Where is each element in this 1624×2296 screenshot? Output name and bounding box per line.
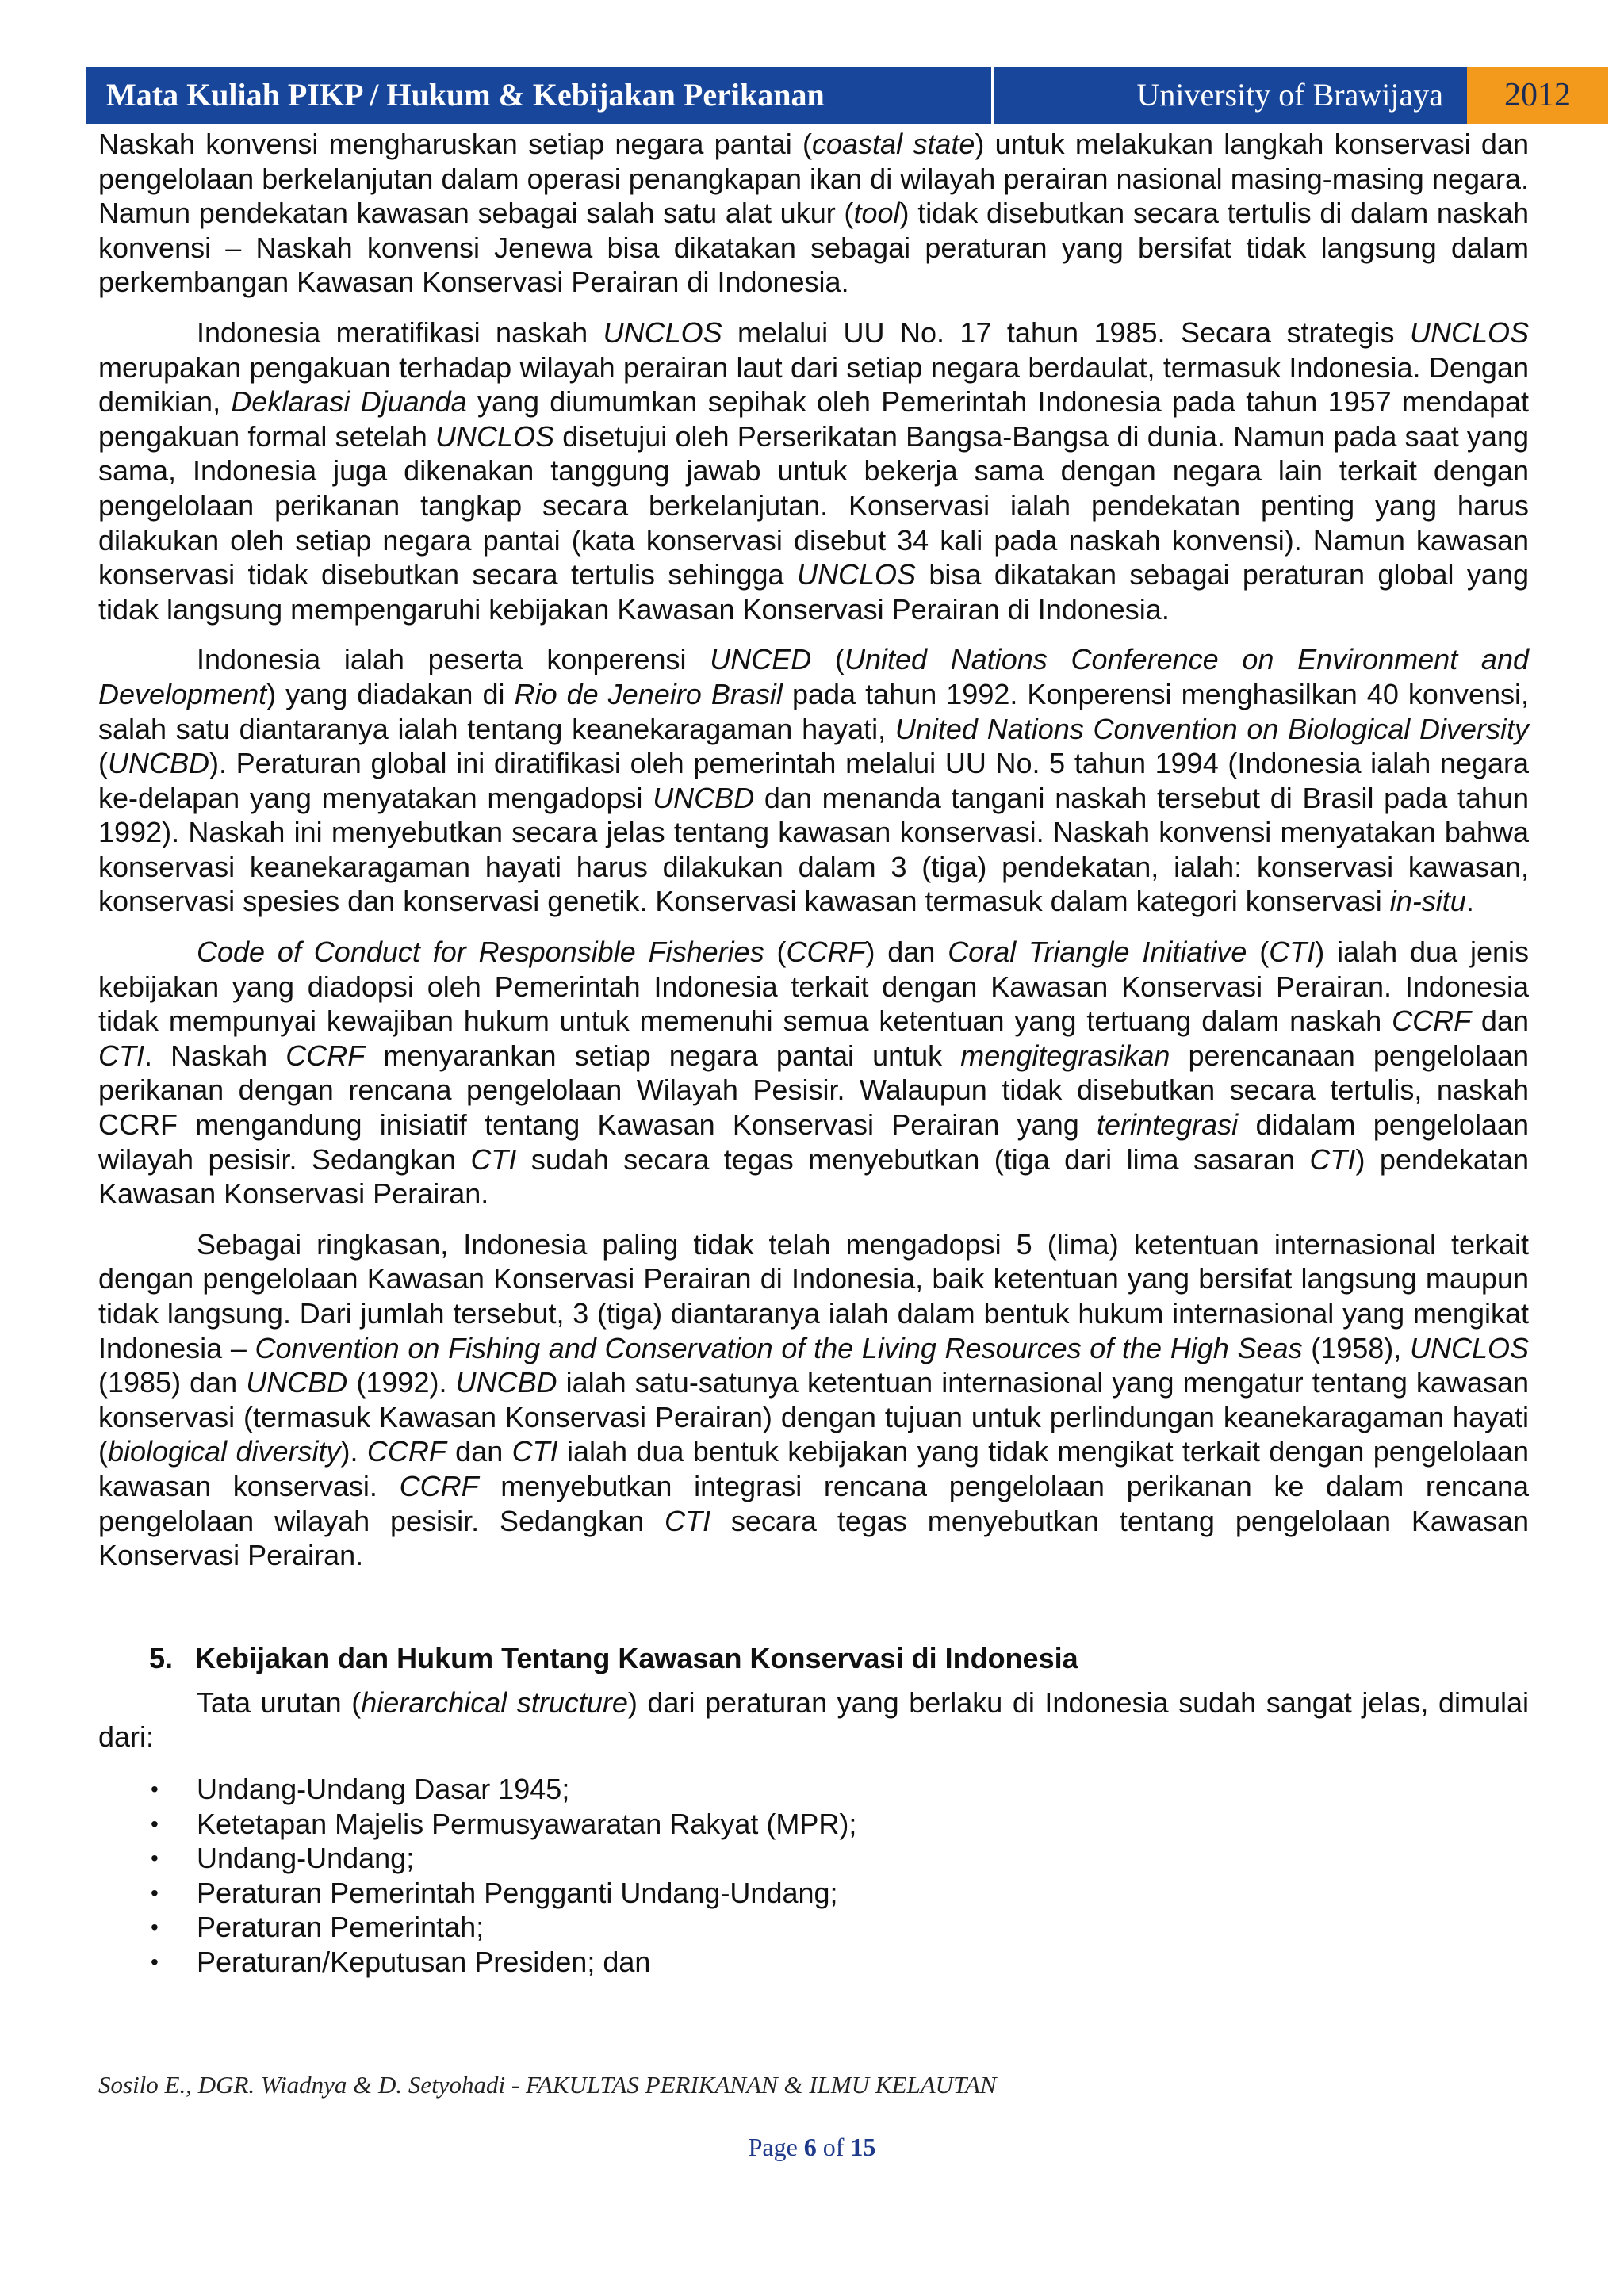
page-total: 15 — [850, 2133, 876, 2161]
list-item-text: Undang-Undang Dasar 1945; — [197, 1772, 570, 1805]
italic-term: in-situ — [1389, 885, 1466, 918]
text-run: disetujui oleh Perserikatan Bangsa-Bangsa di dunia. Namun pada saat yang sama, Indonesia juga dikenakan tanggung jawab untuk bekerja sama dengan negara lain terkait dengan pengelolaan perikanan tangkap secara berkelanjutan. Konservasi ialah pendekatan penting yang harus dilakukan oleh setiap negara pantai (kata konservasi disebut 34 kali pada naskah konvensi). Namun kawasan konservasi tidak disebutkan secara tertulis sehingga — [98, 419, 1529, 591]
italic-term: Coral Triangle Initiative — [948, 936, 1247, 969]
footer-authors: Sosilo E., DGR. Wiadnya & D. Setyohadi - FAKULTAS PERIKANAN & ILMU KELAUTAN — [98, 2071, 997, 2099]
text-run: . Naskah — [144, 1039, 286, 1072]
italic-term: CCRF — [1392, 1004, 1472, 1038]
italic-term: mengitegrasikan — [960, 1039, 1170, 1072]
list-item — [98, 1807, 1529, 1842]
text-run: merupakan pengakuan terhadap wilayah perairan laut dari setiap negara berdaulat, termasuk Indonesia. Dengan demikian, — [98, 350, 1529, 419]
text-run: Naskah konvensi mengharuskan setiap negara pantai ( — [98, 128, 813, 160]
bullet-icon: • — [151, 1880, 159, 1905]
section-number: 5. — [149, 1641, 174, 1674]
italic-term: UNCLOS — [603, 316, 722, 349]
section-paragraph — [98, 1686, 1529, 1755]
section-heading — [149, 1641, 1529, 1676]
italic-term: Code of Conduct for Responsible Fisheries — [197, 936, 764, 969]
text-run: sudah secara tegas menyebutkan (tiga dari lima sasaran — [516, 1142, 1310, 1176]
text-run: pada tahun 1992. Konperensi menghasilkan 40 konvensi, salah satu diantaranya ialah tentang keanekaragaman hayati, — [98, 677, 1530, 745]
italic-term: CCRF — [285, 1039, 366, 1072]
text-run: ( — [764, 936, 787, 969]
italic-term: CTI — [511, 1435, 558, 1468]
italic-term: Convention on Fishing and Conservation of the Living Resources of the High Seas — [255, 1331, 1303, 1364]
italic-term: biological diversity — [108, 1435, 341, 1468]
bullet-icon: • — [151, 1949, 159, 1974]
italic-term: United Nations Convention on Biological Diversity — [894, 712, 1529, 745]
text-run: ) pendekatan Kawasan Konservasi Perairan. — [98, 1142, 1529, 1211]
italic-term: Rio de Jeneiro Brasil — [514, 677, 783, 710]
page-header — [86, 67, 1571, 124]
italic-term: Deklarasi Djuanda — [231, 385, 467, 419]
text-run: dan — [446, 1435, 512, 1468]
italic-term: coastal state — [812, 128, 975, 160]
italic-term: CTI — [98, 1039, 144, 1072]
text-run: menyebutkan integrasi rencana pengelolaan perikanan ke dalam rencana pengelolaan wilayah pesisir. Sedangkan — [98, 1469, 1529, 1537]
bullet-icon: • — [151, 1846, 159, 1871]
italic-term: UNCBD — [108, 747, 210, 780]
bullet-icon: • — [151, 1811, 159, 1836]
paragraph — [98, 316, 1529, 626]
bullet-icon: • — [151, 1915, 159, 1940]
text-run: ) tidak disebutkan secara tertulis di dalam naskah konvensi – Naskah konvensi Jenewa bisa dikatakan sebagai peraturan yang bersifat tidak langsung dalam perkembangan Kawasan Konservasi Perairan di Indonesia. — [98, 197, 1529, 299]
list-item — [98, 1841, 1529, 1876]
text-run: ( — [811, 643, 845, 676]
text-run: didalam pengelolaan wilayah pesisir. Sedangkan — [98, 1108, 1530, 1176]
italic-term: hierarchical structure — [361, 1686, 628, 1719]
text-run: ( — [98, 747, 108, 780]
text-run: Indonesia ialah peserta konperensi — [197, 643, 710, 676]
text-run: ) yang diadakan di — [266, 677, 515, 710]
list-item-text: Ketetapan Majelis Permusyawaratan Rakyat (MPR); — [197, 1807, 857, 1840]
italic-term: CTI — [1269, 936, 1316, 969]
text-run: . — [1465, 885, 1474, 918]
course-title: Mata Kuliah PIKP / Hukum & Kebijakan Perikanan — [86, 67, 991, 124]
italic-term: CTI — [1309, 1142, 1356, 1176]
university-name: University of Brawijaya — [991, 67, 1467, 124]
italic-term: terintegrasi — [1097, 1108, 1239, 1142]
page-prefix: Page — [748, 2133, 804, 2161]
text-run: bisa dikatakan sebagai peraturan global yang tidak langsung mempengaruhi kebijakan Kawasan Konservasi Perairan di Indonesia. — [98, 558, 1529, 626]
paragraph — [98, 642, 1529, 919]
bullet-icon: • — [151, 1776, 159, 1801]
text-run: ialah dua bentuk kebijakan yang tidak mengikat terkait dengan pengelolaan kawasan konservasi. — [98, 1435, 1529, 1502]
text-run: (1992). — [347, 1366, 456, 1399]
text-run: perencanaan pengelolaan perikanan dengan rencana pengelolaan Wilayah Pesisir. Walaupun tidak disebutkan secara tertulis, naskah CCRF mengandung inisiatif tentang Kawasan Konservasi Perairan yang — [98, 1039, 1530, 1142]
list-item — [98, 1945, 1529, 1980]
regulation-hierarchy-list — [98, 1772, 1529, 1980]
text-run: dan — [1471, 1004, 1529, 1038]
text-run: menyarankan setiap negara pantai untuk — [365, 1039, 961, 1072]
italic-term: tool — [853, 197, 900, 230]
italic-term: CCRF — [399, 1469, 479, 1502]
page-of: of — [816, 2133, 851, 2161]
text-run: secara tegas menyebutkan tentang pengelolaan Kawasan Konservasi Perairan. — [98, 1504, 1529, 1572]
list-item-text: Peraturan Pemerintah Pengganti Undang-Undang; — [197, 1876, 838, 1909]
paragraph — [98, 935, 1529, 1211]
italic-term: United Nations Conference on Environment and Development — [98, 643, 1529, 710]
text-run: ( — [1247, 936, 1270, 969]
document-body — [98, 127, 1529, 1980]
text-run: ) dan — [865, 936, 948, 969]
italic-term: UNCLOS — [435, 419, 554, 453]
italic-term: UNCED — [710, 643, 812, 676]
list-item-text: Peraturan/Keputusan Presiden; dan — [197, 1945, 651, 1978]
text-run: ). — [340, 1435, 367, 1468]
text-run: (1985) dan — [98, 1366, 247, 1399]
list-item-text: Peraturan Pemerintah; — [197, 1911, 485, 1944]
text-run: dan menanda tangani naskah tersebut di Brasil pada tahun 1992). Naskah ini menyebutkan secara jelas tentang kawasan konservasi. Naskah konvensi menyatakan bahwa konservasi keanekaragaman hayati harus dilakukan dalam 3 (tiga) pendekatan, ialah: konservasi kawasan, konservasi spesies dan konservasi genetik. Konservasi kawasan termasuk dalam kategori konservasi — [98, 781, 1529, 918]
text-run: melalui UU No. 17 tahun 1985. Secara strategis — [722, 316, 1410, 349]
header-year: 2012 — [1467, 67, 1608, 124]
text-run: ) dari peraturan yang berlaku di Indonesia sudah sangat jelas, dimulai dari: — [98, 1686, 1529, 1754]
text-run: ialah satu-satunya ketentuan internasional yang mengatur tentang kawasan konservasi (termasuk Kawasan Konservasi Perairan) dengan tujuan untuk perlindungan keanekaragaman hayati ( — [98, 1366, 1529, 1468]
list-item — [98, 1772, 1529, 1807]
text-run: yang diumumkan sepihak oleh Pemerintah Indonesia pada tahun 1957 mendapat pengakuan formal setelah — [98, 385, 1529, 453]
paragraph — [98, 127, 1529, 300]
text-run: ) ialah dua jenis kebijakan yang diadopsi oleh Pemerintah Indonesia terkait dengan Kawasan Konservasi Perairan. Indonesia tidak mempunyai kewajiban hukum untuk memenuhi semua ketentuan yang tertuang dalam naskah — [98, 936, 1529, 1038]
italic-term: CTI — [665, 1504, 711, 1537]
page-current: 6 — [803, 2133, 817, 2161]
text-run: ) untuk melakukan langkah konservasi dan pengelolaan berkelanjutan dalam operasi penangkapan ikan di wilayah perairan nasional masing-masing negara. Namun pendekatan kawasan sebagai salah satu alat ukur ( — [98, 128, 1529, 230]
text-run: Sebagai ringkasan, Indonesia paling tidak telah mengadopsi 5 (lima) ketentuan internasional terkait dengan pengelolaan Kawasan Konservasi Perairan di Indonesia, baik ketentuan yang bersifat langsung maupun tidak langsung. Dari jumlah tersebut, 3 (tiga) diantaranya ialah dalam bentuk hukum internasional yang mengikat Indonesia – — [98, 1227, 1529, 1364]
section-title-text: Kebijakan dan Hukum Tentang Kawasan Konservasi di Indonesia — [195, 1641, 1078, 1674]
italic-term: UNCLOS — [796, 558, 916, 591]
text-run: ). Peraturan global ini diratifikasi oleh pemerintah melalui UU No. 5 tahun 1994 (Indonesia ialah negara ke-delapan yang menyatakan mengadopsi — [98, 747, 1529, 814]
italic-term: CCRF — [786, 936, 866, 969]
italic-term: UNCLOS — [1409, 1331, 1529, 1364]
text-run: Tata urutan ( — [197, 1686, 362, 1719]
list-item-text: Undang-Undang; — [197, 1842, 415, 1875]
italic-term: UNCLOS — [1409, 316, 1529, 349]
list-item — [98, 1910, 1529, 1945]
italic-term: UNCBD — [455, 1366, 557, 1399]
paragraph — [98, 1227, 1529, 1573]
italic-term: UNCBD — [246, 1366, 348, 1399]
text-run: (1958), — [1302, 1331, 1410, 1364]
italic-term: UNCBD — [653, 781, 755, 814]
text-run: Indonesia meratifikasi naskah — [197, 316, 603, 349]
italic-term: CTI — [470, 1142, 517, 1176]
list-item — [98, 1876, 1529, 1911]
italic-term: CCRF — [366, 1435, 446, 1468]
page-number — [0, 2133, 1624, 2162]
